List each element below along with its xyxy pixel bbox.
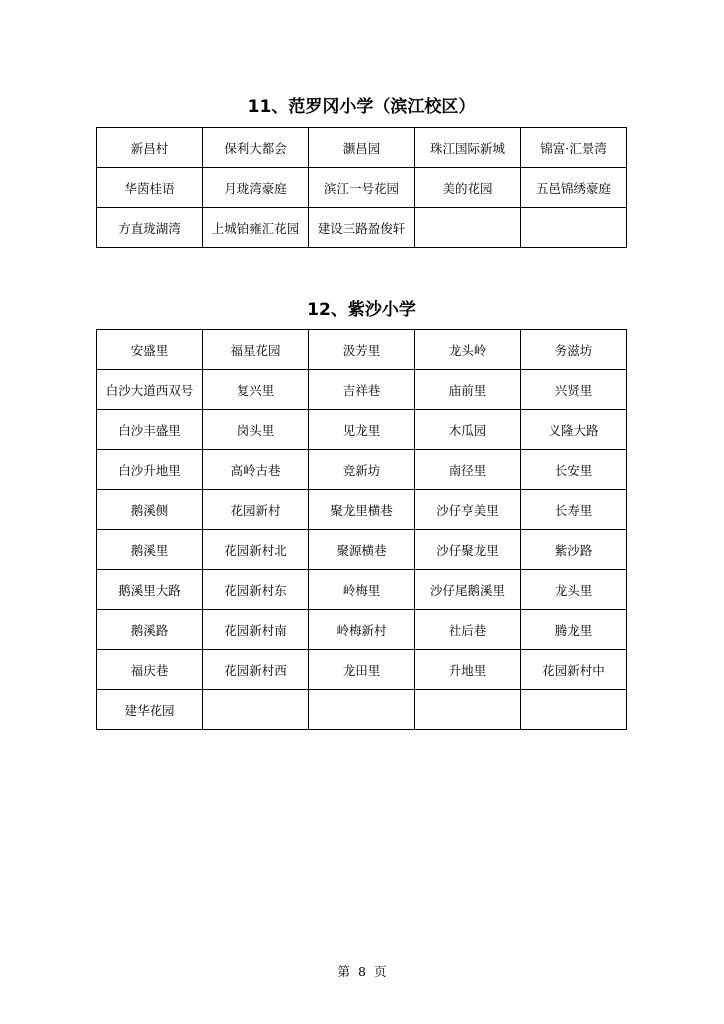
table-row xyxy=(97,208,627,248)
table-cell: 岗头里 xyxy=(203,410,309,450)
table-cell xyxy=(521,690,627,730)
table-cell: 聚龙里横巷 xyxy=(309,490,415,530)
table-cell: 福星花园 xyxy=(203,330,309,370)
table-cell: 建设三路盈俊轩 xyxy=(309,208,415,248)
table-cell: 沙仔亨美里 xyxy=(415,490,521,530)
table-cell: 岭梅新村 xyxy=(309,610,415,650)
table-cell: 白沙丰盛里 xyxy=(97,410,203,450)
table-cell: 鹅溪侧 xyxy=(97,490,203,530)
table-cell: 庙前里 xyxy=(415,370,521,410)
table-cell: 方直珑湖湾 xyxy=(97,208,203,248)
table-cell: 花园新村中 xyxy=(521,650,627,690)
table-row xyxy=(97,410,627,450)
table-cell: 长安里 xyxy=(521,450,627,490)
table-cell: 滨江一号花园 xyxy=(309,168,415,208)
table-cell xyxy=(415,690,521,730)
table-cell: 沙仔尾鹅溪里 xyxy=(415,570,521,610)
table-cell xyxy=(415,208,521,248)
section-title-11: 11、范罗冈小学（滨江校区） xyxy=(247,97,476,117)
table-cell: 花园新村北 xyxy=(203,530,309,570)
table-cell: 美的花园 xyxy=(415,168,521,208)
table-cell: 花园新村东 xyxy=(203,570,309,610)
table-cell: 福庆巷 xyxy=(97,650,203,690)
page-prefix: 第 xyxy=(337,964,351,979)
table-row xyxy=(97,168,627,208)
table-cell: 兴贤里 xyxy=(521,370,627,410)
table-cell: 汲芳里 xyxy=(309,330,415,370)
table-row xyxy=(97,530,627,570)
page-suffix: 页 xyxy=(373,964,387,979)
address-table-11 xyxy=(96,127,627,248)
table-cell: 鹅溪路 xyxy=(97,610,203,650)
table-cell: 花园新村西 xyxy=(203,650,309,690)
table-cell xyxy=(309,690,415,730)
table-cell xyxy=(521,208,627,248)
table-cell: 岭梅里 xyxy=(309,570,415,610)
table-cell: 五邑锦绣豪庭 xyxy=(521,168,627,208)
table-cell: 月珑湾豪庭 xyxy=(203,168,309,208)
table-cell: 南径里 xyxy=(415,450,521,490)
table-row xyxy=(97,330,627,370)
table-row xyxy=(97,128,627,168)
address-table-12 xyxy=(96,329,627,730)
table-cell: 竞新坊 xyxy=(309,450,415,490)
table-cell: 保利大都会 xyxy=(203,128,309,168)
table-cell xyxy=(203,690,309,730)
table-cell: 沙仔聚龙里 xyxy=(415,530,521,570)
table-cell: 腾龙里 xyxy=(521,610,627,650)
table-cell: 花园新村南 xyxy=(203,610,309,650)
table-cell: 木瓜园 xyxy=(415,410,521,450)
table-row xyxy=(97,690,627,730)
table-cell: 鹅溪里 xyxy=(97,530,203,570)
table-cell: 升地里 xyxy=(415,650,521,690)
table-cell: 鹅溪里大路 xyxy=(97,570,203,610)
table-cell: 华茵桂语 xyxy=(97,168,203,208)
table-cell: 白沙升地里 xyxy=(97,450,203,490)
table-cell: 锦富·汇景湾 xyxy=(521,128,627,168)
table-cell: 龙头里 xyxy=(521,570,627,610)
table-cell: 社后巷 xyxy=(415,610,521,650)
table-cell: 吉祥巷 xyxy=(309,370,415,410)
table-row xyxy=(97,490,627,530)
table-cell: 灏昌园 xyxy=(309,128,415,168)
table-row xyxy=(97,570,627,610)
table-cell: 上城铂雍汇花园 xyxy=(203,208,309,248)
table-cell: 安盛里 xyxy=(97,330,203,370)
table-row xyxy=(97,450,627,490)
table-cell: 花园新村 xyxy=(203,490,309,530)
table-cell: 龙头岭 xyxy=(415,330,521,370)
page-footer xyxy=(0,962,724,980)
table-cell: 义隆大路 xyxy=(521,410,627,450)
table-row xyxy=(97,610,627,650)
table-cell: 白沙大道西双号 xyxy=(97,370,203,410)
table-cell: 长寿里 xyxy=(521,490,627,530)
table-cell: 务滋坊 xyxy=(521,330,627,370)
table-cell: 建华花园 xyxy=(97,690,203,730)
table-cell: 紫沙路 xyxy=(521,530,627,570)
section-title-12: 12、紫沙小学 xyxy=(307,300,416,320)
table-row xyxy=(97,370,627,410)
table-row xyxy=(97,650,627,690)
table-cell: 珠江国际新城 xyxy=(415,128,521,168)
table-cell: 龙田里 xyxy=(309,650,415,690)
table-cell: 见龙里 xyxy=(309,410,415,450)
table-cell: 聚源横巷 xyxy=(309,530,415,570)
table-cell: 新昌村 xyxy=(97,128,203,168)
table-cell: 复兴里 xyxy=(203,370,309,410)
page-number: 8 xyxy=(358,964,366,979)
table-cell: 高岭古巷 xyxy=(203,450,309,490)
